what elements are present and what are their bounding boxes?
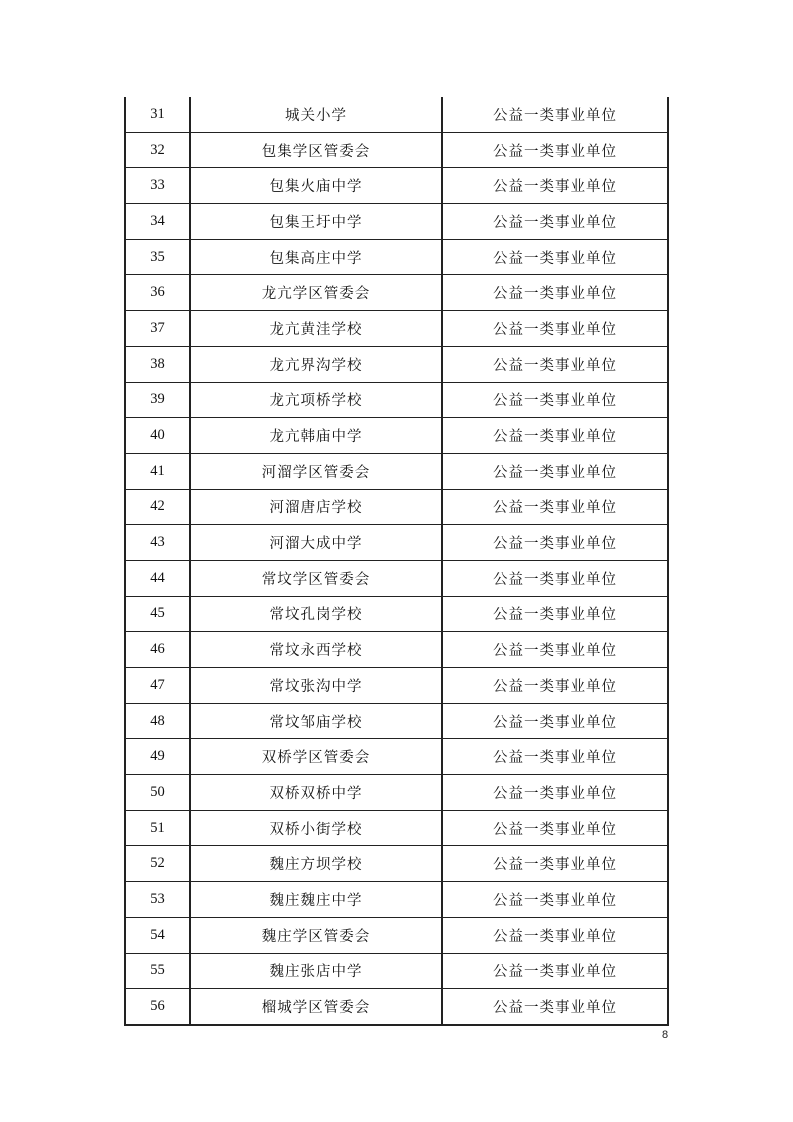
row-number-cell: 43 (125, 525, 190, 561)
row-number-cell: 37 (125, 311, 190, 347)
unit-name-cell: 龙亢黄洼学校 (190, 311, 442, 347)
row-number-cell: 38 (125, 346, 190, 382)
row-number-cell: 45 (125, 596, 190, 632)
table-row (125, 775, 668, 811)
unit-name-cell: 包集火庙中学 (190, 168, 442, 204)
row-number-cell: 51 (125, 810, 190, 846)
row-number-cell: 55 (125, 953, 190, 989)
row-number-cell: 47 (125, 668, 190, 704)
unit-name-cell: 常坟孔岗学校 (190, 596, 442, 632)
table-row (125, 382, 668, 418)
unit-type-cell: 公益一类事业单位 (442, 168, 668, 204)
row-number-cell: 31 (125, 97, 190, 132)
unit-type-cell: 公益一类事业单位 (442, 810, 668, 846)
row-number-cell: 34 (125, 204, 190, 240)
unit-type-cell: 公益一类事业单位 (442, 346, 668, 382)
table-row (125, 346, 668, 382)
unit-name-cell: 龙亢界沟学校 (190, 346, 442, 382)
unit-name-cell: 龙亢韩庙中学 (190, 418, 442, 454)
row-number-cell: 44 (125, 560, 190, 596)
unit-type-cell: 公益一类事业单位 (442, 560, 668, 596)
unit-name-cell: 城关小学 (190, 97, 442, 132)
unit-name-cell: 魏庄方坝学校 (190, 846, 442, 882)
table-row (125, 204, 668, 240)
table-row (125, 989, 668, 1025)
unit-name-cell: 龙亢项桥学校 (190, 382, 442, 418)
institution-table (124, 97, 669, 1026)
unit-name-cell: 常坟邹庙学校 (190, 703, 442, 739)
table-row (125, 525, 668, 561)
row-number-cell: 40 (125, 418, 190, 454)
unit-type-cell: 公益一类事业单位 (442, 97, 668, 132)
unit-type-cell: 公益一类事业单位 (442, 204, 668, 240)
table-row (125, 739, 668, 775)
table-row (125, 846, 668, 882)
table-row (125, 632, 668, 668)
row-number-cell: 54 (125, 917, 190, 953)
row-number-cell: 41 (125, 453, 190, 489)
unit-name-cell: 包集高庄中学 (190, 239, 442, 275)
row-number-cell: 49 (125, 739, 190, 775)
unit-name-cell: 河溜大成中学 (190, 525, 442, 561)
table-row (125, 168, 668, 204)
unit-name-cell: 魏庄魏庄中学 (190, 882, 442, 918)
row-number-cell: 53 (125, 882, 190, 918)
table-row (125, 917, 668, 953)
table-row (125, 596, 668, 632)
row-number-cell: 46 (125, 632, 190, 668)
unit-type-cell: 公益一类事业单位 (442, 489, 668, 525)
unit-name-cell: 魏庄张店中学 (190, 953, 442, 989)
table-row (125, 132, 668, 168)
table-row (125, 418, 668, 454)
row-number-cell: 50 (125, 775, 190, 811)
unit-name-cell: 常坟永西学校 (190, 632, 442, 668)
row-number-cell: 48 (125, 703, 190, 739)
row-number-cell: 42 (125, 489, 190, 525)
row-number-cell: 36 (125, 275, 190, 311)
unit-type-cell: 公益一类事业单位 (442, 311, 668, 347)
unit-type-cell: 公益一类事业单位 (442, 596, 668, 632)
table-row (125, 560, 668, 596)
unit-type-cell: 公益一类事业单位 (442, 239, 668, 275)
unit-type-cell: 公益一类事业单位 (442, 739, 668, 775)
unit-type-cell: 公益一类事业单位 (442, 525, 668, 561)
unit-type-cell: 公益一类事业单位 (442, 775, 668, 811)
unit-type-cell: 公益一类事业单位 (442, 632, 668, 668)
unit-type-cell: 公益一类事业单位 (442, 703, 668, 739)
table-row (125, 311, 668, 347)
unit-type-cell: 公益一类事业单位 (442, 917, 668, 953)
unit-type-cell: 公益一类事业单位 (442, 418, 668, 454)
table-row (125, 953, 668, 989)
unit-type-cell: 公益一类事业单位 (442, 382, 668, 418)
unit-type-cell: 公益一类事业单位 (442, 132, 668, 168)
row-number-cell: 52 (125, 846, 190, 882)
unit-name-cell: 河溜学区管委会 (190, 453, 442, 489)
row-number-cell: 35 (125, 239, 190, 275)
row-number-cell: 56 (125, 989, 190, 1025)
row-number-cell: 33 (125, 168, 190, 204)
unit-name-cell: 常坟学区管委会 (190, 560, 442, 596)
unit-name-cell: 双桥小街学校 (190, 810, 442, 846)
table-row (125, 453, 668, 489)
table-row (125, 668, 668, 704)
table-row (125, 882, 668, 918)
table-row (125, 810, 668, 846)
unit-name-cell: 龙亢学区管委会 (190, 275, 442, 311)
unit-name-cell: 魏庄学区管委会 (190, 917, 442, 953)
unit-type-cell: 公益一类事业单位 (442, 453, 668, 489)
row-number-cell: 39 (125, 382, 190, 418)
table-row (125, 489, 668, 525)
institution-table-body (125, 97, 668, 1025)
unit-type-cell: 公益一类事业单位 (442, 953, 668, 989)
page-number: 8 (662, 1029, 669, 1041)
unit-name-cell: 常坟张沟中学 (190, 668, 442, 704)
table-row (125, 275, 668, 311)
unit-name-cell: 包集王圩中学 (190, 204, 442, 240)
unit-type-cell: 公益一类事业单位 (442, 668, 668, 704)
unit-type-cell: 公益一类事业单位 (442, 275, 668, 311)
table-row (125, 239, 668, 275)
unit-type-cell: 公益一类事业单位 (442, 989, 668, 1025)
unit-type-cell: 公益一类事业单位 (442, 846, 668, 882)
table-row (125, 97, 668, 132)
unit-name-cell: 双桥双桥中学 (190, 775, 442, 811)
table-row (125, 703, 668, 739)
unit-type-cell: 公益一类事业单位 (442, 882, 668, 918)
unit-name-cell: 包集学区管委会 (190, 132, 442, 168)
unit-name-cell: 榴城学区管委会 (190, 989, 442, 1025)
row-number-cell: 32 (125, 132, 190, 168)
unit-name-cell: 双桥学区管委会 (190, 739, 442, 775)
unit-name-cell: 河溜唐店学校 (190, 489, 442, 525)
